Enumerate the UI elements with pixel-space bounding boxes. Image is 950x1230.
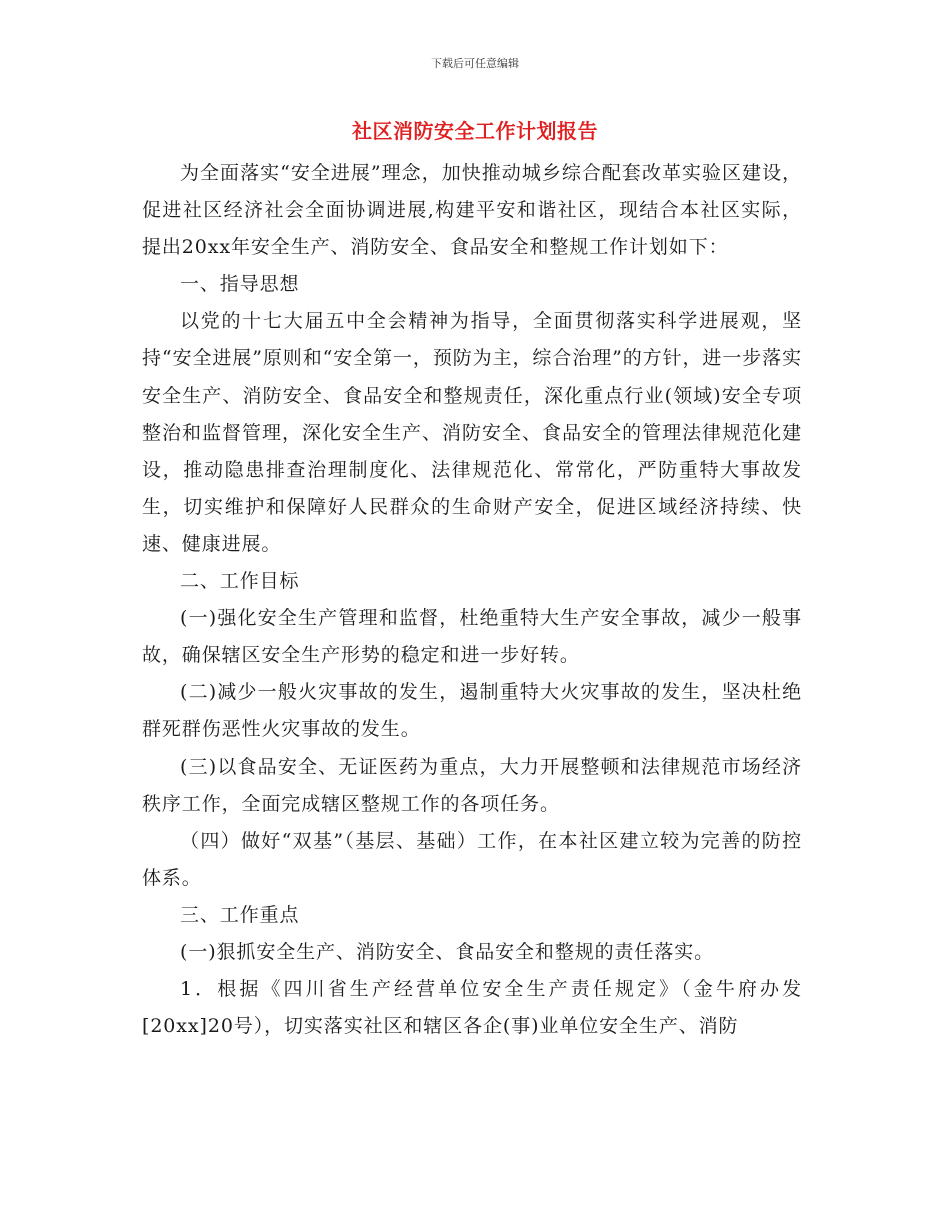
paragraph-focus-1-item-1: 1．根据《四川省生产经营单位安全生产责任规定》（金牛府办发[20xx]20号），切实落实社区和辖区各企(事)业单位安全生产、消防 <box>142 978 802 1038</box>
paragraph-guiding-ideology: 以党的十七大届五中全会精神为指导，全面贯彻落实科学进展观，坚持“安全进展”原则和“安全第一，预防为主，综合治理”的方针，进一步落实安全生产、消防安全、食品安全和整规责任，深化重点行业(领域)安全专项整治和监督管理，深化安全生产、消防安全、食品安全的管理法律规范化建设，推动隐患排查治理制度化、法律规范化、常常化，严防重特大事故发生，切实维护和保障好人民群众的生命财产安全，促进区域经济持续、快速、健康进展。 <box>142 310 802 555</box>
section-heading-work-focus: 三、工作重点 <box>180 903 300 926</box>
paragraph-focus-1: (一)狠抓安全生产、消防安全、食品安全和整规的责任落实。 <box>180 940 715 963</box>
paragraph-goal-4: （四）做好“双基”（基层、基础）工作，在本社区建立较为完善的防控体系。 <box>142 829 802 889</box>
paragraph-goal-1: (一)强化安全生产管理和监督，杜绝重特大生产安全事故，减少一般事故，确保辖区安全生产形势的稳定和进一步好转。 <box>142 607 802 667</box>
document-body <box>142 155 802 1045</box>
section-heading-guiding-ideology: 一、指导思想 <box>180 273 300 296</box>
document-title: 社区消防安全工作计划报告 <box>352 119 598 143</box>
paragraph-goal-2: (二)减少一般火灾事故的发生，遏制重特大火灾事故的发生，坚决杜绝群死群伤恶性火灾事故的发生。 <box>142 681 802 741</box>
section-heading-work-goals: 二、工作目标 <box>180 570 300 593</box>
paragraph-goal-3: (三)以食品安全、无证医药为重点，大力开展整顿和法律规范市场经济秩序工作，全面完成辖区整规工作的各项任务。 <box>142 755 802 815</box>
paragraph-intro: 为全面落实“安全进展”理念，加快推动城乡综合配套改革实验区建设，促进社区经济社会全面协调进展,构建平安和谐社区，现结合本社区实际，提出20xx年安全生产、消防安全、食品安全和整规工作计划如下： <box>142 162 802 259</box>
header-note: 下载后可任意编辑 <box>431 57 519 70</box>
